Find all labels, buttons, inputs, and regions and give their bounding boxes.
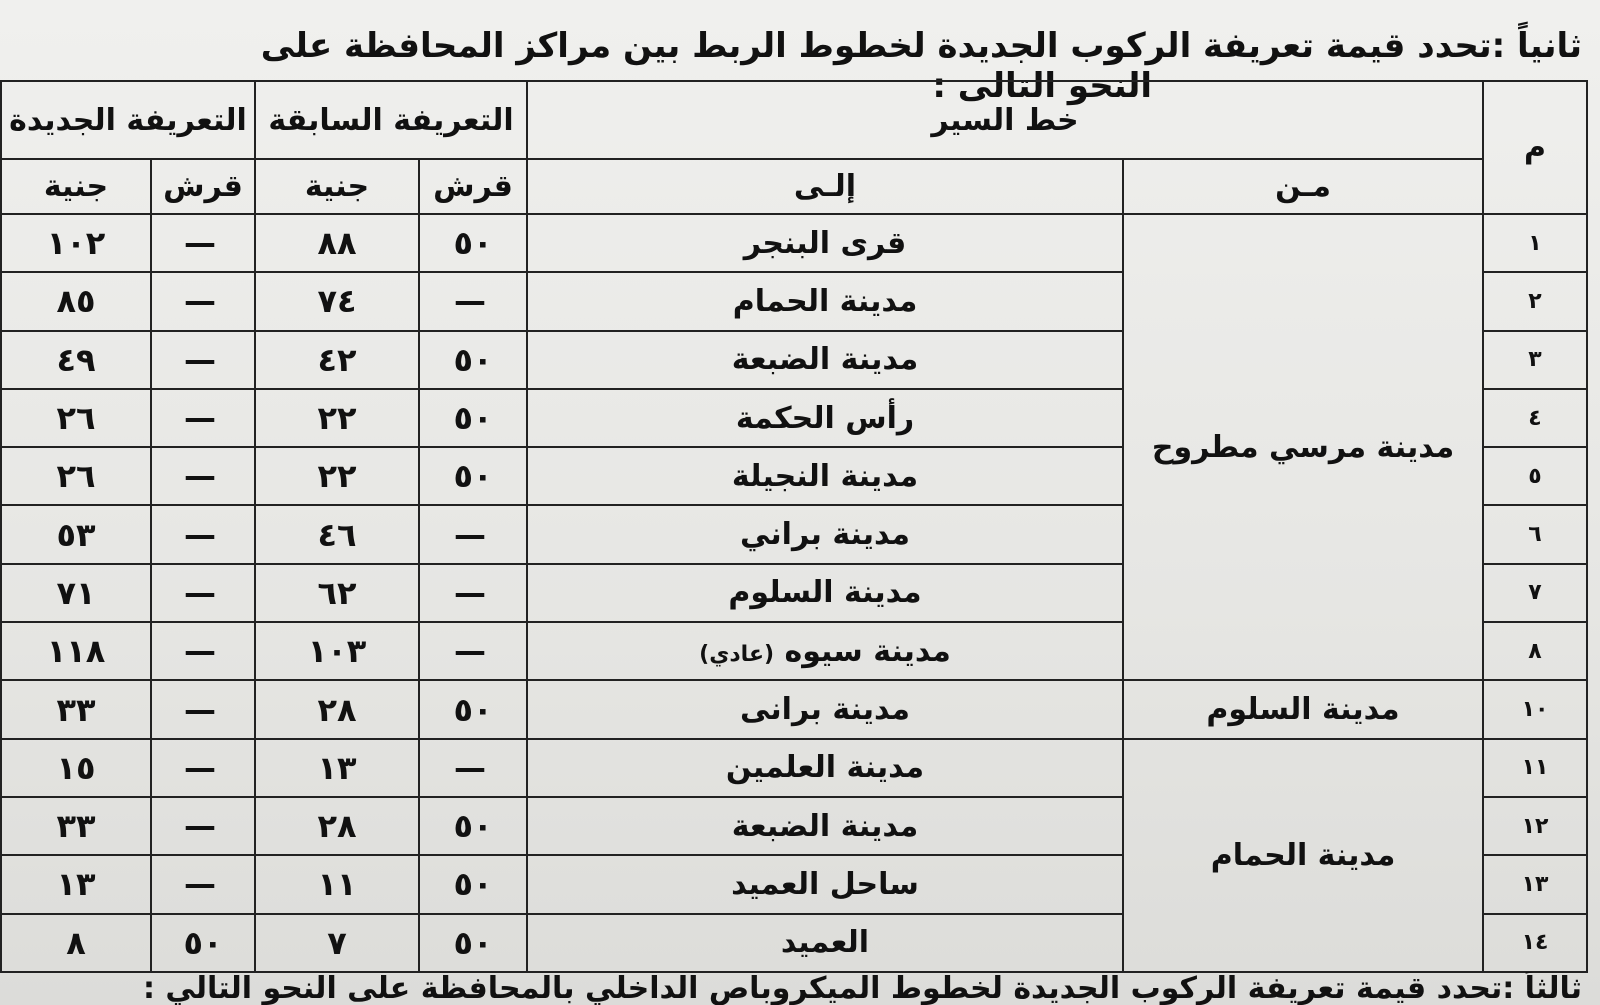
- new-piaster-cell: [151, 914, 255, 972]
- new-piaster-value: ٥٠: [183, 923, 223, 962]
- row-index: ٣: [1483, 331, 1587, 389]
- destination-label: مدينة براني: [740, 517, 910, 553]
- old-piaster-cell: [419, 331, 527, 389]
- new-pound-value: ٢٦: [56, 399, 96, 438]
- new-pound-value: ٧١: [56, 573, 96, 612]
- old-piaster-value: ٥٠: [453, 690, 493, 729]
- old-pound-cell: [255, 739, 419, 797]
- new-pound-value: ٥٣: [56, 515, 96, 554]
- old-pound-value: ١٣: [317, 748, 357, 787]
- header-old-pound: جنية: [255, 159, 419, 214]
- new-pound-cell: [1, 447, 151, 505]
- old-pound-value: ٤٢: [317, 340, 357, 379]
- new-pound-value: ٨٥: [56, 282, 96, 321]
- new-piaster-cell: [151, 447, 255, 505]
- new-pound-cell: [1, 389, 151, 447]
- new-piaster-cell: [151, 564, 255, 622]
- route-origin: مدينة الحمام: [1123, 739, 1483, 972]
- new-pound-cell: [1, 331, 151, 389]
- new-pound-cell: [1, 797, 151, 855]
- old-pound-value: ٧٤: [317, 282, 357, 321]
- route-destination: [527, 447, 1123, 505]
- old-pound-value: ٤٦: [317, 515, 357, 554]
- new-pound-value: ١٥: [56, 748, 96, 787]
- new-pound-value: ٨: [66, 923, 86, 962]
- new-piaster-value: —: [184, 515, 222, 554]
- header-old-fare: التعريفة السابقة: [255, 81, 527, 159]
- row-index: ٨: [1483, 622, 1587, 680]
- old-pound-cell: [255, 680, 419, 738]
- new-piaster-value: —: [184, 690, 222, 729]
- destination-label: قرى البنجر: [743, 225, 907, 261]
- destination-label: رأس الحكمة: [735, 400, 915, 436]
- route-destination: [527, 680, 1123, 738]
- old-piaster-cell: [419, 214, 527, 272]
- new-piaster-cell: [151, 505, 255, 563]
- old-pound-cell: [255, 447, 419, 505]
- old-pound-cell: [255, 855, 419, 913]
- new-pound-cell: [1, 914, 151, 972]
- old-piaster-cell: [419, 797, 527, 855]
- destination-label: ساحل العميد: [731, 866, 919, 902]
- header-new-piaster: قرش: [151, 159, 255, 214]
- destination-label: مدينة الضبعة: [731, 342, 919, 378]
- heading-line-1: ثانياً :تحدد قيمة تعريفة الركوب الجديدة لخطوط الربط بين مراكز المحافظة على: [260, 26, 1582, 66]
- destination-label: مدينة العلمين: [725, 750, 925, 786]
- new-pound-value: ٣٣: [56, 807, 96, 846]
- destination-label: مدينة سيوه: [784, 633, 951, 669]
- header-route: خط السير: [527, 81, 1483, 159]
- old-pound-cell: [255, 272, 419, 330]
- row-index: ٢: [1483, 272, 1587, 330]
- route-destination: [527, 797, 1123, 855]
- old-pound-value: ٦٢: [317, 573, 357, 612]
- old-pound-value: ١٠٣: [307, 632, 367, 671]
- old-piaster-value: —: [454, 748, 492, 787]
- old-pound-value: ٢٨: [317, 690, 357, 729]
- table-row: [1, 680, 1587, 738]
- old-pound-cell: [255, 797, 419, 855]
- destination-label: مدينة الضبعة: [731, 808, 919, 844]
- old-piaster-cell: [419, 855, 527, 913]
- old-pound-value: ٢٢: [317, 399, 357, 438]
- new-piaster-value: —: [184, 807, 222, 846]
- destination-label: مدينة برانى: [740, 692, 910, 728]
- old-piaster-value: ٥٠: [453, 457, 493, 496]
- new-piaster-value: —: [184, 282, 222, 321]
- old-piaster-value: ٥٠: [453, 340, 493, 379]
- route-destination: [527, 622, 1123, 680]
- old-pound-value: ٢٢: [317, 457, 357, 496]
- new-pound-cell: [1, 622, 151, 680]
- header-new-fare: التعريفة الجديدة: [1, 81, 255, 159]
- old-pound-cell: [255, 564, 419, 622]
- old-piaster-value: ٥٠: [453, 399, 493, 438]
- new-piaster-value: —: [184, 632, 222, 671]
- old-piaster-cell: [419, 447, 527, 505]
- route-destination: [527, 505, 1123, 563]
- new-piaster-cell: [151, 214, 255, 272]
- row-index: ١: [1483, 214, 1587, 272]
- row-index: ١١: [1483, 739, 1587, 797]
- new-pound-value: ٣٣: [56, 690, 96, 729]
- header-old-piaster: قرش: [419, 159, 527, 214]
- row-index: ٧: [1483, 564, 1587, 622]
- new-pound-cell: [1, 564, 151, 622]
- new-piaster-value: —: [184, 865, 222, 904]
- route-destination: [527, 272, 1123, 330]
- old-pound-value: ٢٨: [317, 807, 357, 846]
- old-piaster-value: ٥٠: [453, 224, 493, 263]
- row-index: ١٢: [1483, 797, 1587, 855]
- destination-label: العميد: [780, 925, 870, 961]
- route-origin: مدينة مرسي مطروح: [1123, 214, 1483, 680]
- old-piaster-value: ٥٠: [453, 923, 493, 962]
- header-index: م: [1483, 81, 1587, 214]
- route-destination: [527, 739, 1123, 797]
- old-pound-cell: [255, 389, 419, 447]
- old-pound-cell: [255, 505, 419, 563]
- new-pound-cell: [1, 680, 151, 738]
- new-pound-cell: [1, 739, 151, 797]
- new-pound-value: ١١٨: [46, 632, 106, 671]
- new-piaster-value: —: [184, 573, 222, 612]
- new-pound-cell: [1, 214, 151, 272]
- route-destination: [527, 331, 1123, 389]
- new-piaster-cell: [151, 855, 255, 913]
- route-destination: [527, 855, 1123, 913]
- new-pound-value: ٤٩: [56, 340, 96, 379]
- old-pound-value: ١١: [317, 865, 357, 904]
- new-piaster-value: —: [184, 748, 222, 787]
- new-pound-value: ٢٦: [56, 457, 96, 496]
- old-pound-cell: [255, 622, 419, 680]
- new-piaster-cell: [151, 680, 255, 738]
- new-piaster-value: —: [184, 340, 222, 379]
- old-piaster-value: —: [454, 632, 492, 671]
- destination-label: مدينة السلوم: [728, 575, 922, 611]
- header-to: إلـى: [527, 159, 1123, 214]
- new-piaster-value: —: [184, 457, 222, 496]
- new-piaster-cell: [151, 739, 255, 797]
- new-piaster-cell: [151, 331, 255, 389]
- old-piaster-cell: [419, 680, 527, 738]
- new-pound-value: ١٣: [56, 865, 96, 904]
- old-piaster-cell: [419, 564, 527, 622]
- destination-label: مدينة الحمام: [732, 283, 918, 319]
- old-piaster-value: ٥٠: [453, 807, 493, 846]
- row-index: ٤: [1483, 389, 1587, 447]
- old-piaster-cell: [419, 389, 527, 447]
- row-index: ١٠: [1483, 680, 1587, 738]
- header-from: مـن: [1123, 159, 1483, 214]
- old-piaster-value: —: [454, 515, 492, 554]
- new-piaster-cell: [151, 797, 255, 855]
- route-destination: [527, 914, 1123, 972]
- old-pound-value: ٨٨: [317, 224, 357, 263]
- row-index: ٥: [1483, 447, 1587, 505]
- heading-line-2: النحو التالى :: [932, 66, 1152, 106]
- new-piaster-cell: [151, 389, 255, 447]
- route-origin: مدينة السلوم: [1123, 680, 1483, 738]
- old-pound-cell: [255, 914, 419, 972]
- old-piaster-value: —: [454, 282, 492, 321]
- next-section-heading: ثالثاً :تحدد قيمة تعريفة الركوب الجديدة لخطوط الميكروباص الداخلي بالمحافظة على النحو التالي :: [142, 972, 1582, 1005]
- old-piaster-cell: [419, 505, 527, 563]
- fare-table-body: [1, 214, 1587, 972]
- old-piaster-cell: [419, 272, 527, 330]
- new-pound-value: ١٠٢: [46, 224, 106, 263]
- new-pound-cell: [1, 505, 151, 563]
- row-index: ١٤: [1483, 914, 1587, 972]
- old-piaster-value: ٥٠: [453, 865, 493, 904]
- new-piaster-cell: [151, 622, 255, 680]
- old-piaster-value: —: [454, 573, 492, 612]
- old-piaster-cell: [419, 914, 527, 972]
- route-destination: [527, 214, 1123, 272]
- table-row: [1, 214, 1587, 272]
- row-index: ٦: [1483, 505, 1587, 563]
- header-new-pound: جنية: [1, 159, 151, 214]
- fare-table: [0, 80, 1588, 973]
- new-piaster-cell: [151, 272, 255, 330]
- old-pound-cell: [255, 214, 419, 272]
- new-piaster-value: —: [184, 399, 222, 438]
- old-pound-value: ٧: [327, 923, 347, 962]
- destination-note: (عادي): [699, 641, 775, 667]
- new-pound-cell: [1, 272, 151, 330]
- route-destination: [527, 389, 1123, 447]
- new-pound-cell: [1, 855, 151, 913]
- old-piaster-cell: [419, 739, 527, 797]
- route-destination: [527, 564, 1123, 622]
- new-piaster-value: —: [184, 224, 222, 263]
- row-index: ١٣: [1483, 855, 1587, 913]
- table-row: [1, 739, 1587, 797]
- old-pound-cell: [255, 331, 419, 389]
- destination-label: مدينة النجيلة: [731, 458, 919, 494]
- old-piaster-cell: [419, 622, 527, 680]
